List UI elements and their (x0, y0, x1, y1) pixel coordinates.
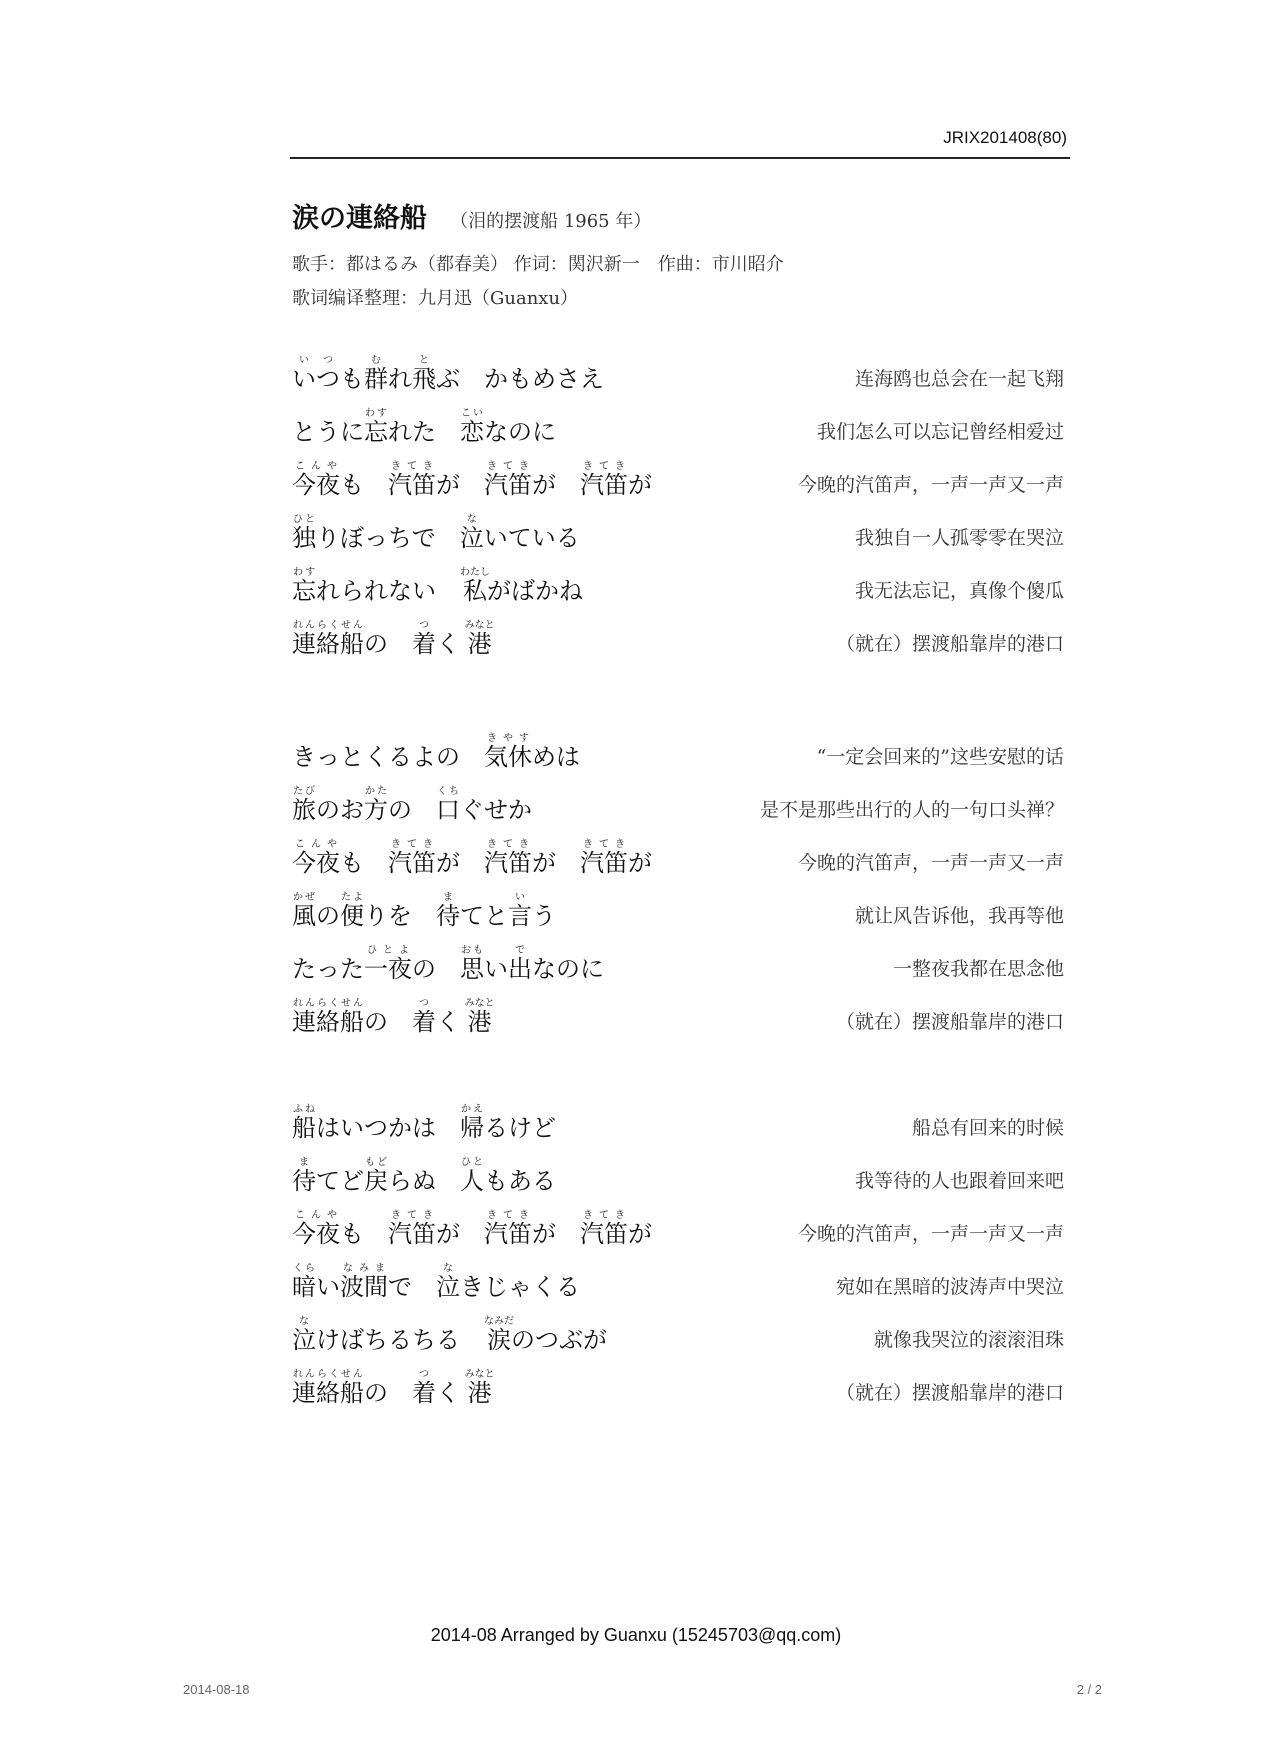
furigana: こい (460, 408, 484, 419)
furigana-word: 方かた (364, 786, 388, 824)
furigana-word: 今夜こんや (292, 461, 340, 499)
furigana: こんや (292, 839, 340, 850)
furigana-word: 連絡船れんらくせん (292, 620, 364, 658)
furigana-word: 汽笛きてき (388, 1210, 436, 1248)
lyric-line (292, 1354, 1064, 1407)
furigana: こんや (292, 461, 340, 472)
furigana-word: 私わたし (460, 567, 490, 605)
verse-3 (292, 1089, 1064, 1407)
furigana: きてき (484, 839, 532, 850)
furigana: わたし (460, 567, 490, 578)
furigana: れんらくせん (292, 1369, 364, 1380)
furigana: くら (292, 1263, 316, 1274)
furigana-word: 人ひと (460, 1157, 484, 1195)
japanese-lyric: 船ふねはいつかは 帰かえるけど (292, 1104, 556, 1142)
furigana: ま (292, 1157, 316, 1168)
furigana-word: 汽笛きてき (484, 1210, 532, 1248)
furigana: かた (364, 786, 388, 797)
chinese-translation: 我独自一人孤零零在哭泣 (854, 527, 1064, 549)
furigana-word: 暗くら (292, 1263, 316, 1301)
japanese-lyric: いいつつも群むれ飛とぶ かもめさえ (292, 355, 604, 393)
furigana: ひとよ (364, 945, 412, 956)
chinese-translation: 今晚的汽笛声，一声一声又一声 (797, 474, 1064, 496)
furigana-word: 待ま (292, 1157, 316, 1195)
furigana: つ (412, 620, 436, 631)
furigana-word: 汽笛きてき (484, 839, 532, 877)
lyric-line (292, 499, 1064, 552)
chinese-translation: 我无法忘记，真像个傻瓜 (854, 580, 1064, 602)
furigana: い (292, 355, 316, 366)
furigana-word: 独ひと (292, 514, 316, 552)
furigana-word: 着つ (412, 998, 436, 1036)
japanese-lyric: 旅たびのお方かたの 口くちぐせか (292, 786, 532, 824)
verse-2 (292, 718, 1064, 1036)
chinese-translation: 就像我哭泣的滚滚泪珠 (873, 1329, 1064, 1351)
translator-credit: 歌词编译整理：九月迅（Guanxu） (292, 288, 579, 309)
furigana: かぜ (292, 892, 316, 903)
furigana: みなと (464, 998, 495, 1009)
verse-1 (292, 340, 1064, 658)
furigana-word: 風かぜ (292, 892, 316, 930)
furigana-word: 出で (508, 945, 532, 983)
furigana: たび (292, 786, 316, 797)
furigana-word: 汽笛きてき (580, 839, 628, 877)
lyric-line (292, 552, 1064, 605)
lyric-line (292, 1142, 1064, 1195)
furigana: なみま (340, 1263, 388, 1274)
lyric-line (292, 446, 1064, 499)
furigana: たよ (340, 892, 364, 903)
document-id: JRIX201408(80) (943, 128, 1067, 147)
furigana-word: 連絡船れんらくせん (292, 998, 364, 1036)
furigana: な (292, 1316, 316, 1327)
chinese-translation: 今晚的汽笛声，一声一声又一声 (797, 852, 1064, 874)
chinese-translation: 今晚的汽笛声，一声一声又一声 (797, 1223, 1064, 1245)
chinese-translation: 我等待的人也跟着回来吧 (854, 1170, 1064, 1192)
japanese-lyric: 風かぜの便たよりを 待まてと言いう (292, 892, 556, 930)
chinese-translation: “一定会回来的”这些安慰的话 (816, 746, 1064, 768)
furigana-word: いい (292, 355, 316, 393)
furigana: なみだ (484, 1316, 514, 1327)
furigana: い (508, 892, 532, 903)
japanese-lyric: 連絡船れんらくせんの 着つく 港みなと (292, 620, 495, 658)
furigana: ふね (292, 1104, 316, 1115)
chinese-translation: 连海鸥也总会在一起飞翔 (854, 368, 1064, 390)
furigana-word: 港みなと (464, 1369, 495, 1407)
furigana: きてき (580, 839, 628, 850)
furigana-word: 汽笛きてき (580, 1210, 628, 1248)
furigana-word: 口くち (436, 786, 460, 824)
song-heading (292, 196, 651, 235)
furigana-word: 忘わす (292, 567, 316, 605)
furigana: ま (436, 892, 460, 903)
furigana: と (412, 355, 436, 366)
furigana-word: 汽笛きてき (484, 461, 532, 499)
furigana: きてき (580, 461, 628, 472)
furigana: かえ (460, 1104, 484, 1115)
furigana: こんや (292, 1210, 340, 1221)
furigana: きてき (388, 839, 436, 850)
chinese-translation: 就让风告诉他，我再等他 (854, 905, 1064, 927)
furigana-word: 旅たび (292, 786, 316, 824)
lyric-line (292, 930, 1064, 983)
furigana-word: つつ (316, 355, 340, 393)
furigana: きてき (580, 1210, 628, 1221)
furigana: つ (412, 1369, 436, 1380)
furigana: ひと (460, 1157, 484, 1168)
japanese-lyric: 泣なけばちるちる 涙なみだのつぶが (292, 1316, 607, 1354)
furigana: れんらくせん (292, 998, 364, 1009)
furigana: きやす (484, 733, 532, 744)
furigana: きてき (484, 461, 532, 472)
furigana-word: 言い (508, 892, 532, 930)
furigana-word: 泣な (436, 1263, 460, 1301)
japanese-lyric: 忘わすれられない 私わたしがばかね (292, 567, 583, 605)
arranged-by-footer: 2014-08 Arranged by Guanxu (15245703@qq.com) (430, 1625, 842, 1645)
furigana: ひと (292, 514, 316, 525)
japanese-lyric: 独ひとりぼっちで 泣ないている (292, 514, 580, 552)
page-number: 2 / 2 (1076, 1682, 1102, 1697)
lyric-line (292, 393, 1064, 446)
chinese-translation: 我们怎么可以忘记曾经相爱过 (816, 421, 1064, 443)
furigana: で (508, 945, 532, 956)
furigana: みなと (464, 1369, 495, 1380)
furigana-word: 群む (364, 355, 388, 393)
lyric-line (292, 1248, 1064, 1301)
japanese-lyric: たった一夜ひとよの 思おもい出でなのに (292, 945, 604, 983)
furigana-word: 戻もど (364, 1157, 388, 1195)
furigana: つ (316, 355, 340, 366)
furigana: む (364, 355, 388, 366)
furigana-word: 今夜こんや (292, 839, 340, 877)
lyric-line (292, 824, 1064, 877)
chinese-translation: 船总有回来的时候 (911, 1117, 1064, 1139)
header-divider (290, 157, 1070, 159)
japanese-lyric: とうに忘わすれた 恋こいなのに (292, 408, 556, 446)
japanese-lyric: 暗くらい波間なみまで 泣なきじゃくる (292, 1263, 580, 1301)
furigana-word: 一夜ひとよ (364, 945, 412, 983)
furigana: な (436, 1263, 460, 1274)
furigana-word: 港みなと (464, 620, 495, 658)
chinese-translation: （就在）摆渡船靠岸的港口 (835, 633, 1064, 655)
japanese-lyric: 待まてど戻もどらぬ 人ひともある (292, 1157, 556, 1195)
japanese-lyric: 連絡船れんらくせんの 着つく 港みなと (292, 998, 495, 1036)
print-date: 2014-08-18 (183, 1682, 250, 1697)
furigana-word: 飛と (412, 355, 436, 393)
furigana-word: 帰かえ (460, 1104, 484, 1142)
furigana-word: 着つ (412, 620, 436, 658)
furigana-word: 泣な (292, 1316, 316, 1354)
furigana-word: 港みなと (464, 998, 495, 1036)
furigana: つ (412, 998, 436, 1009)
japanese-lyric: きっとくるよの 気休きやすめは (292, 733, 580, 771)
lyric-line (292, 340, 1064, 393)
furigana-word: 汽笛きてき (580, 461, 628, 499)
lyric-line (292, 605, 1064, 658)
furigana: きてき (388, 461, 436, 472)
japanese-lyric: 今夜こんやも 汽笛きてきが 汽笛きてきが 汽笛きてきが (292, 1210, 652, 1248)
furigana: もど (364, 1157, 388, 1168)
furigana-word: 思おも (460, 945, 484, 983)
furigana: おも (460, 945, 484, 956)
furigana-word: 今夜こんや (292, 1210, 340, 1248)
chinese-translation: 一整夜我都在思念他 (892, 958, 1064, 980)
furigana-word: 汽笛きてき (388, 461, 436, 499)
furigana: みなと (464, 620, 495, 631)
furigana-word: 波間なみま (340, 1263, 388, 1301)
song-credits: 歌手：都はるみ（都春美） 作词：関沢新一 作曲：市川昭介 (292, 254, 784, 275)
furigana-word: 連絡船れんらくせん (292, 1369, 364, 1407)
chinese-translation: 宛如在黑暗的波涛声中哭泣 (835, 1276, 1064, 1298)
furigana-word: 涙なみだ (484, 1316, 514, 1354)
furigana-word: 汽笛きてき (388, 839, 436, 877)
song-subtitle: （泪的摆渡船 1965 年） (450, 211, 652, 232)
furigana: わす (364, 408, 388, 419)
furigana: きてき (388, 1210, 436, 1221)
chinese-translation: （就在）摆渡船靠岸的港口 (835, 1011, 1064, 1033)
lyric-line (292, 1301, 1064, 1354)
chinese-translation: （就在）摆渡船靠岸的港口 (835, 1382, 1064, 1404)
furigana-word: 着つ (412, 1369, 436, 1407)
furigana-word: 待ま (436, 892, 460, 930)
furigana: わす (292, 567, 316, 578)
lyric-line (292, 771, 1064, 824)
furigana: な (459, 514, 484, 525)
furigana: くち (436, 786, 460, 797)
japanese-lyric: 今夜こんやも 汽笛きてきが 汽笛きてきが 汽笛きてきが (292, 461, 652, 499)
furigana-word: 忘わす (364, 408, 388, 446)
lyric-line (292, 877, 1064, 930)
japanese-lyric: 連絡船れんらくせんの 着つく 港みなと (292, 1369, 495, 1407)
lyric-line (292, 1195, 1064, 1248)
lyric-line (292, 718, 1064, 771)
japanese-lyric: 今夜こんやも 汽笛きてきが 汽笛きてきが 汽笛きてきが (292, 839, 652, 877)
furigana-word: 気休きやす (484, 733, 532, 771)
furigana-word: 恋こい (460, 408, 484, 446)
furigana-word: 泣な (459, 514, 484, 552)
furigana: きてき (484, 1210, 532, 1221)
furigana: れんらくせん (292, 620, 364, 631)
song-title: 涙の連絡船 (292, 203, 427, 234)
furigana-word: 船ふね (292, 1104, 316, 1142)
lyric-line (292, 1089, 1064, 1142)
furigana-word: 便たよ (340, 892, 364, 930)
chinese-translation: 是不是那些出行的人的一句口头禅？ (759, 799, 1064, 821)
lyric-line (292, 983, 1064, 1036)
